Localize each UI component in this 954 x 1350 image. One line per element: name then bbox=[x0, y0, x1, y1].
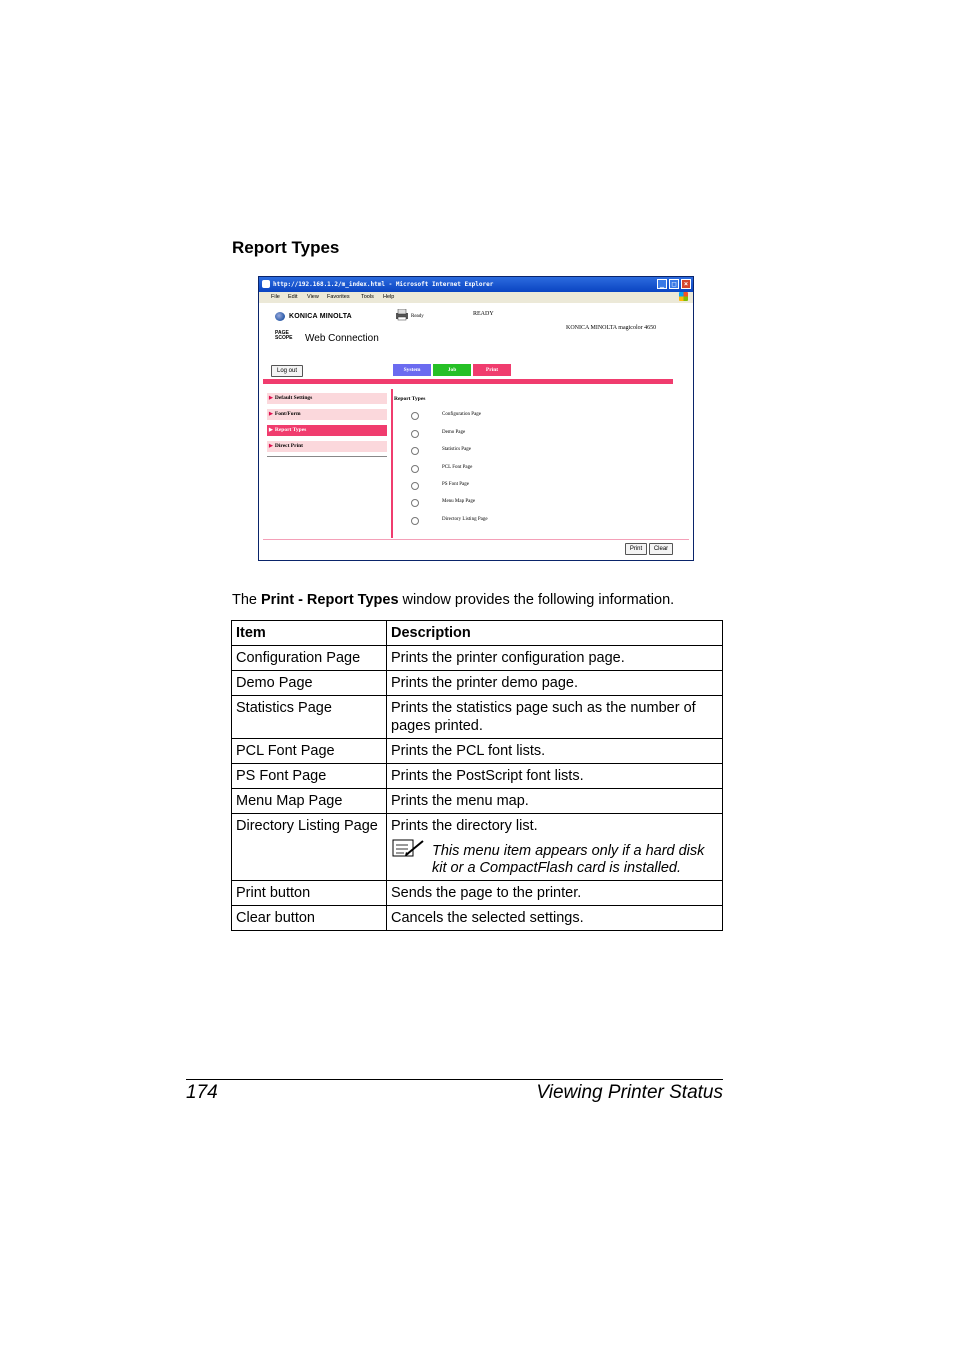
table-row bbox=[232, 739, 723, 764]
sidebar-divider bbox=[267, 456, 387, 457]
table-row bbox=[232, 789, 723, 814]
table-row bbox=[232, 906, 723, 931]
menu-view[interactable]: View bbox=[307, 294, 319, 300]
status-ready-small: Ready bbox=[411, 314, 424, 319]
note-text: This menu item appears only if a hard disk kit or a CompactFlash card is installed. bbox=[432, 843, 705, 876]
menu-help[interactable]: Help bbox=[383, 294, 395, 300]
menu-favorites[interactable]: Favorites bbox=[327, 294, 350, 300]
column-header: Description bbox=[387, 621, 723, 646]
report-option-label: PCL Font Page bbox=[442, 465, 473, 470]
radio-button[interactable] bbox=[411, 447, 419, 455]
description-cell: Sends the page to the printer. bbox=[387, 881, 723, 906]
sidebar-item-report-types[interactable] bbox=[267, 425, 387, 436]
item-cell: PCL Font Page bbox=[232, 739, 387, 764]
item-cell: Demo Page bbox=[232, 671, 387, 696]
sidebar-item-label: Direct Print bbox=[274, 443, 304, 449]
pagescope-logo: PAGE SCOPE bbox=[275, 330, 293, 341]
sidebar-item-default-settings[interactable] bbox=[267, 393, 387, 404]
status-ready: READY bbox=[473, 311, 494, 317]
item-cell: Clear button bbox=[232, 906, 387, 931]
report-option-label: PS Font Page bbox=[442, 482, 469, 487]
description-cell: Prints the PostScript font lists. bbox=[387, 764, 723, 789]
description-cell: Prints the printer configuration page. bbox=[387, 646, 723, 671]
printer-icon bbox=[395, 309, 409, 321]
description-cell: Cancels the selected settings. bbox=[387, 906, 723, 931]
note bbox=[391, 843, 718, 877]
browser-title-bar bbox=[259, 277, 693, 292]
report-option-label: Demo Page bbox=[442, 430, 466, 435]
tab-print[interactable]: Print bbox=[473, 364, 511, 376]
table-row bbox=[232, 696, 723, 739]
printer-model: KONICA MINOLTA magicolor 4650 bbox=[566, 325, 657, 331]
brand-name: KONICA MINOLTA bbox=[289, 313, 352, 320]
page-number: 174 bbox=[186, 1082, 218, 1103]
item-cell: Menu Map Page bbox=[232, 789, 387, 814]
intro-text: The bbox=[232, 592, 262, 608]
sidebar-item-font-form[interactable] bbox=[267, 409, 387, 420]
description-text: Prints the directory list. bbox=[391, 818, 538, 834]
intro-paragraph bbox=[232, 592, 674, 608]
sidebar-item-label: Default Settings bbox=[274, 395, 313, 401]
description-cell bbox=[387, 814, 723, 881]
table-row bbox=[232, 814, 723, 881]
report-option-label: Directory Listing Page bbox=[442, 517, 488, 522]
browser-menu-bar bbox=[259, 292, 693, 303]
item-cell: PS Font Page bbox=[232, 764, 387, 789]
section-title: Report Types bbox=[232, 238, 340, 257]
sidebar-item-label: Report Types bbox=[274, 427, 307, 433]
note-pencil-icon bbox=[392, 838, 426, 860]
arrow-right-icon: ▶ bbox=[269, 396, 273, 401]
arrow-right-icon: ▶ bbox=[269, 444, 273, 449]
description-cell: Prints the statistics page such as the number of pages printed. bbox=[387, 696, 723, 739]
radio-button[interactable] bbox=[411, 517, 419, 525]
table-row bbox=[232, 646, 723, 671]
description-cell: Prints the printer demo page. bbox=[387, 671, 723, 696]
item-cell: Configuration Page bbox=[232, 646, 387, 671]
info-table bbox=[231, 620, 723, 931]
radio-button[interactable] bbox=[411, 412, 419, 420]
tab-system[interactable]: System bbox=[393, 364, 431, 376]
chapter-title: Viewing Printer Status bbox=[536, 1082, 723, 1103]
radio-button[interactable] bbox=[411, 482, 419, 490]
konica-minolta-logo-icon bbox=[275, 312, 285, 321]
item-cell: Print button bbox=[232, 881, 387, 906]
close-icon[interactable]: × bbox=[681, 279, 691, 289]
pagescope-web-connection: Web Connection bbox=[305, 333, 379, 344]
clear-button[interactable]: Clear bbox=[649, 543, 673, 555]
sidebar-item-direct-print[interactable] bbox=[267, 441, 387, 452]
column-header: Item bbox=[232, 621, 387, 646]
radio-button[interactable] bbox=[411, 430, 419, 438]
table-row bbox=[232, 671, 723, 696]
item-cell: Statistics Page bbox=[232, 696, 387, 739]
report-option-label: Configuration Page bbox=[442, 412, 482, 417]
minimize-icon[interactable]: _ bbox=[657, 279, 667, 289]
tab-job[interactable]: Job bbox=[433, 364, 471, 376]
table-header-row bbox=[232, 621, 723, 646]
browser-window-screenshot bbox=[258, 276, 694, 561]
footer-rule bbox=[186, 1079, 723, 1080]
report-option-label: Menu Map Page bbox=[442, 499, 476, 504]
maximize-icon[interactable]: □ bbox=[669, 279, 679, 289]
menu-file[interactable]: File bbox=[271, 294, 280, 300]
table-row bbox=[232, 881, 723, 906]
arrow-right-icon: ▶ bbox=[269, 412, 273, 417]
item-cell: Directory Listing Page bbox=[232, 814, 387, 881]
content-divider bbox=[391, 389, 393, 538]
header-divider-bar bbox=[263, 379, 673, 384]
menu-edit[interactable]: Edit bbox=[288, 294, 298, 300]
radio-button[interactable] bbox=[411, 499, 419, 507]
logout-button[interactable]: Log out bbox=[271, 365, 303, 377]
browser-title: http://192.168.1.2/m_index.html - Microsoft Internet Explorer bbox=[273, 281, 494, 288]
intro-bold: Print - Report Types bbox=[261, 592, 399, 608]
footer-divider bbox=[263, 539, 689, 540]
arrow-right-icon: ▶ bbox=[269, 428, 273, 433]
table-row bbox=[232, 764, 723, 789]
description-cell: Prints the PCL font lists. bbox=[387, 739, 723, 764]
web-page-content bbox=[261, 303, 691, 559]
windows-logo-icon bbox=[679, 292, 688, 301]
ie-icon bbox=[262, 280, 270, 288]
report-option-label: Statistics Page bbox=[442, 447, 472, 452]
sidebar-item-label: Font/Form bbox=[274, 411, 301, 417]
intro-text: window provides the following information. bbox=[398, 592, 675, 608]
content-title: Report Types bbox=[394, 396, 426, 402]
description-cell: Prints the menu map. bbox=[387, 789, 723, 814]
radio-button[interactable] bbox=[411, 465, 419, 473]
menu-tools[interactable]: Tools bbox=[361, 294, 374, 300]
print-button[interactable]: Print bbox=[625, 543, 647, 555]
